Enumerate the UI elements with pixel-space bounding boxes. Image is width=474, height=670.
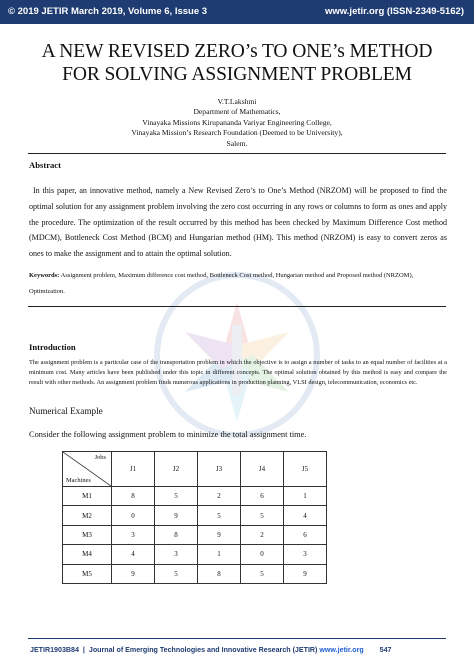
paper-title [0, 40, 474, 86]
table-cell: 5 [241, 564, 284, 583]
paper-title-line: FOR SOLVING ASSIGNMENT PROBLEM [62, 64, 412, 85]
introduction-heading: Introduction [29, 342, 76, 352]
column-header: J2 [155, 452, 198, 487]
table-header-row [63, 452, 327, 487]
table-cell: 5 [198, 506, 241, 525]
row-label: M1 [63, 487, 112, 506]
column-header: J5 [284, 452, 327, 487]
table-cell: 8 [155, 525, 198, 544]
table-row [63, 564, 327, 583]
header-journal-site: www.jetir.org (ISSN-2349-5162) [324, 6, 464, 17]
column-header: J1 [112, 452, 155, 487]
assignment-table [62, 451, 327, 584]
table-cell: 9 [198, 525, 241, 544]
table-row [63, 525, 327, 544]
table-cell: 3 [284, 545, 327, 564]
author-name: V.T.Lakshmi [217, 97, 257, 106]
author-block [0, 97, 474, 149]
machines-label: Machines [66, 477, 91, 484]
author-affiliation-line: Vinayaka Mission’s Research Foundation (Deemed to be University), [131, 128, 343, 138]
abstract-body: In this paper, an innovative method, namely a New Revised Zero’s to One’s Method (NRZOM) will be proposed to find the optimal solution for any assignment problem involving the zero cost occurring in any rows or columns to form as ones and apply the procedure. The optimization of the result occurred by this method has been checked by Maximum Difference Cost method (MDCM), Bottleneck Cost Method (BCM) and Hungarian method (HM). This method (NRZOM) is easy to convert zeros as ones to make the assignment and to attain the optimal solution. [29, 186, 447, 259]
keywords-text: Assignment problem, Maximum difference cost method, Bottleneck Cost method, Hungarian method and Proposed method (NRZOM), Optimization. [29, 272, 414, 295]
row-label: M4 [63, 545, 112, 564]
table-cell: 9 [155, 506, 198, 525]
table-row [63, 506, 327, 525]
author-affiliation-line: Vinayaka Missions Kirupananda Variyar Engineering College, [142, 117, 332, 127]
footer-journal-link[interactable]: www.jetir.org [319, 646, 364, 654]
table-cell: 9 [284, 564, 327, 583]
keywords-label: Keywords: [29, 272, 60, 279]
row-label: M5 [63, 564, 112, 583]
table-row [63, 545, 327, 564]
introduction-body: The assignment problem is a particular case of the transportation problem in which the objective is to assign a number of tasks to an equal number of facilities at a minimum cost. Many articles have been published under this topic in different concepts. The optimal solution obtained by this method is easy and compare the result with other methods. An assignment problem finds numerous applications in production planning, VLSI design, telecommunication, economics etc. [29, 359, 447, 386]
author-affiliation-line: Salem. [226, 138, 248, 148]
table-cell: 6 [241, 487, 284, 506]
table-cell: 0 [112, 506, 155, 525]
section-divider [28, 306, 446, 307]
table-cell: 5 [241, 506, 284, 525]
section-divider [28, 153, 446, 154]
table-cell: 1 [198, 545, 241, 564]
author-affiliation-line: Department of Mathematics, [193, 107, 281, 117]
table-cell: 5 [155, 564, 198, 583]
table-cell: 8 [112, 487, 155, 506]
table-cell: 3 [112, 525, 155, 544]
footer-paper-id: JETIR1903B84 [30, 646, 79, 654]
footer-journal-name: Journal of Emerging Technologies and Innovative Research (JETIR) [88, 646, 318, 654]
row-label: M3 [63, 525, 112, 544]
table-row [63, 487, 327, 506]
table-cell: 0 [241, 545, 284, 564]
footer-divider [28, 638, 446, 639]
table-cell: 2 [198, 487, 241, 506]
column-header: J4 [241, 452, 284, 487]
table-cell: 6 [284, 525, 327, 544]
jobs-label: Jobs [94, 454, 106, 461]
column-header: J3 [198, 452, 241, 487]
table-cell: 8 [198, 564, 241, 583]
table-cell: 9 [112, 564, 155, 583]
numerical-example-heading: Numerical Example [29, 406, 103, 416]
table-cell: 3 [155, 545, 198, 564]
numerical-example-intro: Consider the following assignment problem to minimize the total assignment time. [29, 430, 307, 439]
table-cell: 4 [284, 506, 327, 525]
paper-title-line: A NEW REVISED ZERO’s TO ONE’s METHOD [41, 41, 433, 62]
table-cell: 5 [155, 487, 198, 506]
keywords-paragraph [29, 268, 447, 299]
footer-page-number: 547 [379, 646, 392, 654]
table-corner-cell [63, 452, 112, 487]
table-cell: 2 [241, 525, 284, 544]
header-issue-info: © 2019 JETIR March 2019, Volume 6, Issue 3 [8, 6, 208, 17]
table-cell: 1 [284, 487, 327, 506]
abstract-heading: Abstract [29, 160, 61, 170]
journal-header-bar [0, 0, 474, 24]
row-label: M2 [63, 506, 112, 525]
table-cell: 4 [112, 545, 155, 564]
page-footer: JETIR1903B84 | Journal of Emerging Technologies and Innovative Research (JETIR) www.jetir.org 547 [30, 646, 392, 654]
